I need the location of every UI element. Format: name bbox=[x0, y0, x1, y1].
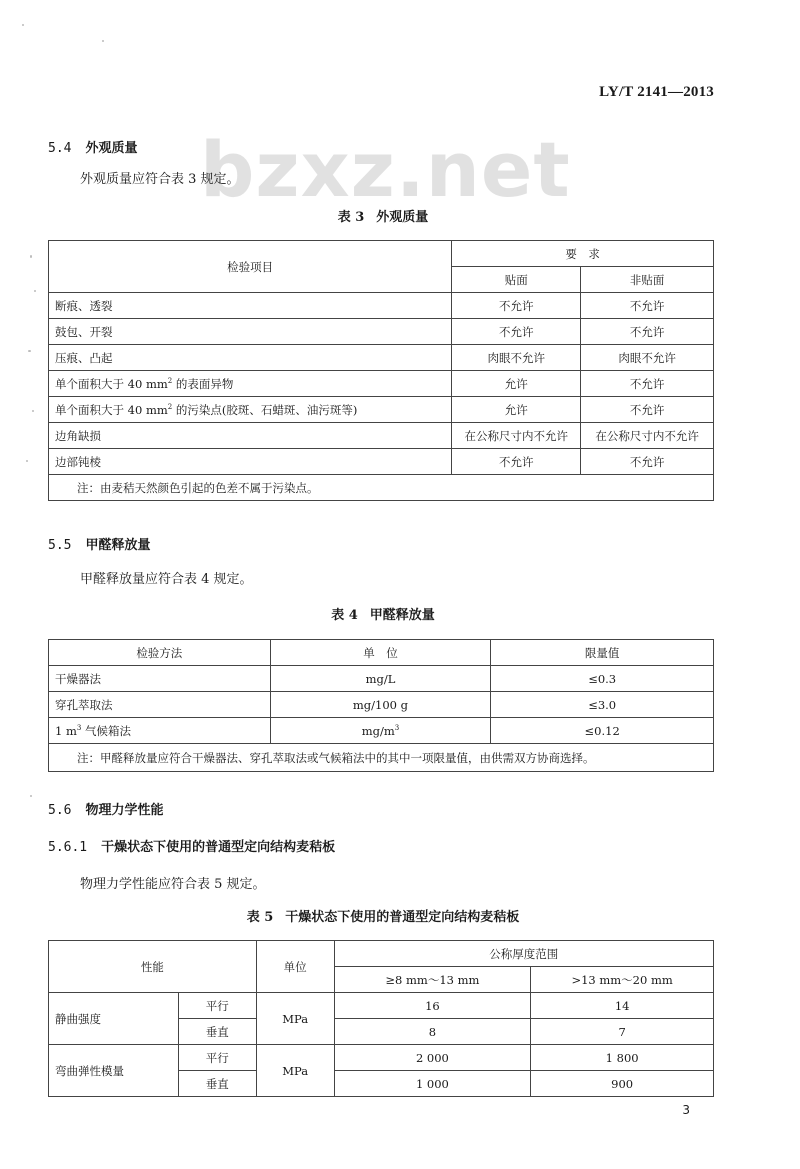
text: mg/m bbox=[361, 723, 395, 738]
scan-artifact bbox=[34, 290, 36, 292]
cell-value-b: 900 bbox=[531, 1071, 714, 1097]
header-property: 性能 bbox=[49, 941, 257, 993]
cell-unit: MPa bbox=[256, 993, 334, 1045]
caption-number: 表 5 bbox=[246, 910, 274, 925]
caption-number: 表 4 bbox=[331, 608, 358, 623]
text: 1 m bbox=[55, 723, 77, 738]
scan-artifact bbox=[32, 410, 34, 412]
section-number: 5.4 bbox=[48, 141, 72, 156]
section-5-6-heading bbox=[48, 799, 164, 818]
cell-limit: ≤3.0 bbox=[491, 692, 714, 718]
table-row bbox=[49, 692, 714, 718]
table5-caption bbox=[0, 906, 766, 925]
header-limit: 限量值 bbox=[491, 640, 714, 666]
cell-item: 边部钝棱 bbox=[49, 449, 452, 475]
scan-artifact bbox=[30, 795, 32, 797]
cell-method: 穿孔萃取法 bbox=[49, 692, 271, 718]
table-row bbox=[49, 718, 714, 744]
cell-method bbox=[49, 718, 271, 744]
cell-unit bbox=[270, 718, 491, 744]
table5-physical-mechanical-properties bbox=[48, 940, 714, 1097]
header-thickness-range: 公称厚度范围 bbox=[334, 941, 713, 967]
section-title: 外观质量 bbox=[85, 141, 138, 156]
section-number: 5.6 bbox=[48, 803, 72, 818]
table3-appearance-quality bbox=[48, 240, 714, 501]
cell-method: 干燥器法 bbox=[49, 666, 271, 692]
cell-value-a: 8 bbox=[334, 1019, 531, 1045]
table-row bbox=[49, 397, 714, 423]
cell-unfaced: 不允许 bbox=[581, 449, 714, 475]
section-number: 5.6.1 bbox=[48, 840, 88, 855]
table4-formaldehyde-emission bbox=[48, 639, 714, 772]
header-unit: 单 位 bbox=[270, 640, 491, 666]
superscript: 3 bbox=[76, 723, 82, 732]
cell-item bbox=[49, 371, 452, 397]
scan-artifact bbox=[28, 350, 31, 352]
cell-unfaced: 在公称尺寸内不允许 bbox=[581, 423, 714, 449]
header-unit: 单位 bbox=[256, 941, 334, 993]
text: 单个面积大于 40 mm bbox=[55, 376, 168, 391]
scan-artifact bbox=[22, 24, 24, 26]
cell-faced: 肉眼不允许 bbox=[452, 345, 581, 371]
cell-unfaced: 不允许 bbox=[581, 293, 714, 319]
cell-direction: 垂直 bbox=[178, 1019, 256, 1045]
cell-item: 鼓包、开裂 bbox=[49, 319, 452, 345]
table-row bbox=[49, 1045, 714, 1071]
table-row bbox=[49, 666, 714, 692]
table-row bbox=[49, 423, 714, 449]
table-row bbox=[49, 319, 714, 345]
table3-note: 注：由麦秸天然颜色引起的色差不属于污染点。 bbox=[49, 475, 714, 501]
cell-direction: 垂直 bbox=[178, 1071, 256, 1097]
cell-direction: 平行 bbox=[178, 993, 256, 1019]
table4-caption bbox=[0, 604, 766, 623]
section-title: 干燥状态下使用的普通型定向结构麦秸板 bbox=[101, 840, 336, 855]
section-5-6-1-paragraph: 物理力学性能应符合表 5 规定。 bbox=[80, 877, 266, 892]
table4-note: 注：甲醛释放量应符合干燥器法、穿孔萃取法或气候箱法中的其中一项限量值，由供需双方协商选择。 bbox=[49, 744, 714, 772]
caption-title: 干燥状态下使用的普通型定向结构麦秸板 bbox=[285, 910, 520, 925]
watermark: bzxz.net bbox=[200, 125, 571, 214]
superscript: 3 bbox=[394, 723, 400, 732]
cell-faced: 不允许 bbox=[452, 293, 581, 319]
caption-title: 甲醛释放量 bbox=[369, 608, 435, 623]
cell-value-b: 1 800 bbox=[531, 1045, 714, 1071]
scan-artifact bbox=[30, 255, 32, 258]
caption-title: 外观质量 bbox=[376, 210, 429, 225]
cell-value-a: 1 000 bbox=[334, 1071, 531, 1097]
section-5-6-1-heading bbox=[48, 836, 335, 855]
cell-faced: 允许 bbox=[452, 397, 581, 423]
cell-item: 边角缺损 bbox=[49, 423, 452, 449]
cell-faced: 允许 bbox=[452, 371, 581, 397]
cell-faced: 在公称尺寸内不允许 bbox=[452, 423, 581, 449]
cell-limit: ≤0.3 bbox=[491, 666, 714, 692]
table3-caption bbox=[0, 206, 766, 225]
scan-artifact bbox=[26, 460, 28, 462]
cell-item: 断痕、透裂 bbox=[49, 293, 452, 319]
text: 单个面积大于 40 mm bbox=[55, 402, 168, 417]
table-row bbox=[49, 371, 714, 397]
section-5-5-paragraph: 甲醛释放量应符合表 4 规定。 bbox=[80, 572, 253, 587]
cell-property: 弯曲弹性模量 bbox=[49, 1045, 179, 1097]
table-row bbox=[49, 993, 714, 1019]
text: 的污染点(胶斑、石蜡斑、油污斑等) bbox=[172, 402, 358, 417]
cell-value-a: 2 000 bbox=[334, 1045, 531, 1071]
table-row bbox=[49, 293, 714, 319]
section-5-5-heading bbox=[48, 534, 151, 553]
table-row bbox=[49, 345, 714, 371]
header-unfaced: 非贴面 bbox=[581, 267, 714, 293]
section-number: 5.5 bbox=[48, 538, 72, 553]
cell-unit: mg/100 g bbox=[270, 692, 491, 718]
cell-unfaced: 不允许 bbox=[581, 397, 714, 423]
section-title: 甲醛释放量 bbox=[85, 538, 151, 553]
cell-value-a: 16 bbox=[334, 993, 531, 1019]
caption-number: 表 3 bbox=[337, 210, 365, 225]
text: 的表面异物 bbox=[172, 376, 234, 391]
table-row bbox=[49, 449, 714, 475]
cell-unit: mg/L bbox=[270, 666, 491, 692]
superscript: 2 bbox=[167, 376, 173, 385]
cell-item: 压痕、凸起 bbox=[49, 345, 452, 371]
cell-value-b: 14 bbox=[531, 993, 714, 1019]
header-thickness-b: >13 mm～20 mm bbox=[531, 967, 714, 993]
cell-direction: 平行 bbox=[178, 1045, 256, 1071]
cell-unfaced: 肉眼不允许 bbox=[581, 345, 714, 371]
cell-faced: 不允许 bbox=[452, 319, 581, 345]
header-faced: 贴面 bbox=[452, 267, 581, 293]
cell-unfaced: 不允许 bbox=[581, 371, 714, 397]
scan-artifact bbox=[102, 40, 104, 42]
section-5-4-heading bbox=[48, 137, 138, 156]
header-thickness-a: ≥8 mm～13 mm bbox=[334, 967, 531, 993]
text: 气候箱法 bbox=[81, 723, 132, 738]
cell-value-b: 7 bbox=[531, 1019, 714, 1045]
section-5-4-paragraph: 外观质量应符合表 3 规定。 bbox=[80, 172, 240, 187]
header-item: 检验项目 bbox=[49, 241, 452, 293]
page-number: 3 bbox=[682, 1103, 690, 1117]
section-title: 物理力学性能 bbox=[85, 803, 164, 818]
cell-item bbox=[49, 397, 452, 423]
cell-unit: MPa bbox=[256, 1045, 334, 1097]
header-requirement: 要 求 bbox=[452, 241, 714, 267]
cell-unfaced: 不允许 bbox=[581, 319, 714, 345]
cell-property: 静曲强度 bbox=[49, 993, 179, 1045]
standard-code: LY/T 2141—2013 bbox=[599, 84, 714, 100]
cell-limit: ≤0.12 bbox=[491, 718, 714, 744]
cell-faced: 不允许 bbox=[452, 449, 581, 475]
header-method: 检验方法 bbox=[49, 640, 271, 666]
superscript: 2 bbox=[167, 402, 173, 411]
